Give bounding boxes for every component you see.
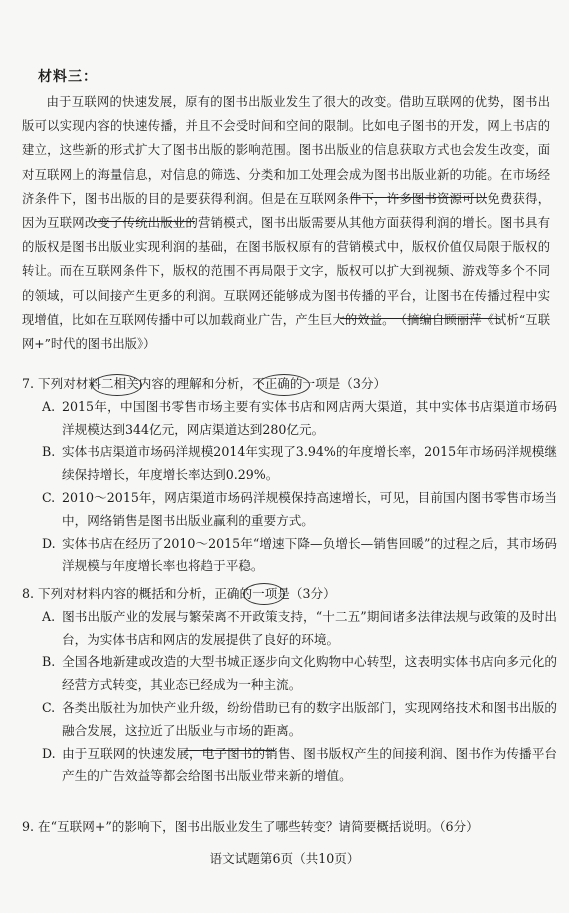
question-8 [22,583,557,788]
q8-option-a-text: 图书出版产业的发展与繁荣离不开政策支持，“十二五”期间诸多法律法规与政策的及时出台，为实体书店和网店的发展提供了良好的环境。 [62,608,557,647]
q7-option-a-text: 2015年，中国图书零售市场主要有实体书店和网店两大渠道，其中实体书店渠道市场码洋规模达到344亿元，网店渠道达到280亿元。 [62,398,557,437]
q8-option-b-letter: B. [42,654,56,670]
q7-option-b-letter: B. [42,444,56,460]
q7-option-a [22,396,557,442]
question-8-stem [22,583,557,606]
material-title: 材料三： [38,69,98,85]
q7-option-b-text: 实体书店渠道市场码洋规模2014年实现了3.94%的年度增长率，2015年市场码洋规模继续保持增长，年度增长率达到0.29%。 [62,444,557,483]
material-paragraph: 由于互联网的快速发展，原有的图书出版业发生了很大的改变。借助互联网的优势，图书出版可以实现内容的快速传播，并且不会受时间和空间的限制。比如电子图书的开发，网上书店的建立，这些新的形式扩大了图书出版的影响范围。图书出版业的信息获取方式也会发生改变，面对互联网上的海量信息，对信息的筛选、分类和加工处理会成为图书出版业新的功能。在市场经济条件下，图书出版的目的是要获得利润。但是在互联网条件下，许多图书资源可以免费获得，因为互联网改变了传统出版业的营销模式，图书出版需要从其他方面获得利润的增长。图书具有的版权是图书出版业实现利润的基础，在图书版权原有的营销模式中，版权价值仅局限于版权的转让。而在互联网条件下，版权的范围不再局限于文字，版权可以扩大到视频、游戏等多个不同的领域，可以间接产生更多的利润。互联网还能够成为图书传播的平台，让图书在传播过程中实现增值，比如在互联网传播中可以加载商业广告，产生巨大的效益。 （摘编自顾丽萍《试析“互联网+”时代的图书出版》） [22,95,550,352]
q8-option-c [22,697,557,743]
q8-option-d [22,743,557,789]
q7-option-b [22,441,557,487]
q8-option-a-letter: A. [42,608,56,624]
question-9 [22,816,557,839]
question-8-text: 下列对材料内容的概括和分析，正确的一项是（3分） [38,586,336,601]
question-8-number: 8. [22,586,35,601]
q8-option-a [22,606,557,652]
underline-mark-1 [352,197,487,198]
q7-option-d-letter: D. [42,535,56,551]
q8-option-b-text: 全国各地新建或改造的大型书城正逐步向文化购物中心转型，这表明实体书店向多元化的经营方式转变，其业态已经成为一种主流。 [62,654,557,693]
question-9-stem [22,816,557,839]
question-7-text: 下列对材料二相关内容的理解和分析，不正确的一项是（3分） [38,376,387,391]
q7-option-a-letter: A. [42,398,56,414]
question-9-number: 9. [22,819,35,834]
q7-option-d-text: 实体书店在经历了2010～2015年“增速下降—负增长—销售回暖”的过程之后，其市场码洋规模与年度增长率也将趋于平稳。 [62,535,557,574]
underline-mark-4 [185,750,275,751]
q7-option-d [22,533,557,579]
underline-mark-3 [340,318,500,319]
q8-option-b [22,651,557,697]
q7-option-c-letter: C. [42,489,56,505]
q7-option-c-text: 2010～2015年，网店渠道市场码洋规模保持高速增长，可见，目前国内图书零售市场当中，网络销售是图书出版业赢利的重要方式。 [62,489,557,528]
question-7-stem [22,373,557,396]
q8-option-d-letter: D. [42,745,56,761]
question-7-number: 7. [22,376,35,391]
question-9-text: 在“互联网+”的影响下，图书出版业发生了哪些转变？请简要概括说明。（6分） [38,819,479,834]
question-7 [22,373,557,578]
q8-option-c-letter: C. [42,699,56,715]
q7-option-c [22,487,557,533]
q8-option-d-text: 由于互联网的快速发展，电子图书的销售、图书版权产生的间接利润、图书作为传播平台产生的广告效益等都会给图书出版业带来新的增值。 [62,745,557,784]
underline-mark-2 [95,221,195,222]
q8-option-c-text: 各类出版社为加快产业升级，纷纷借助已有的数字出版部门，实现网络技术和图书出版的融合发展，这拉近了出版业与市场的距离。 [62,699,557,738]
page-footer: 语文试题第6页（共10页） [209,851,360,866]
